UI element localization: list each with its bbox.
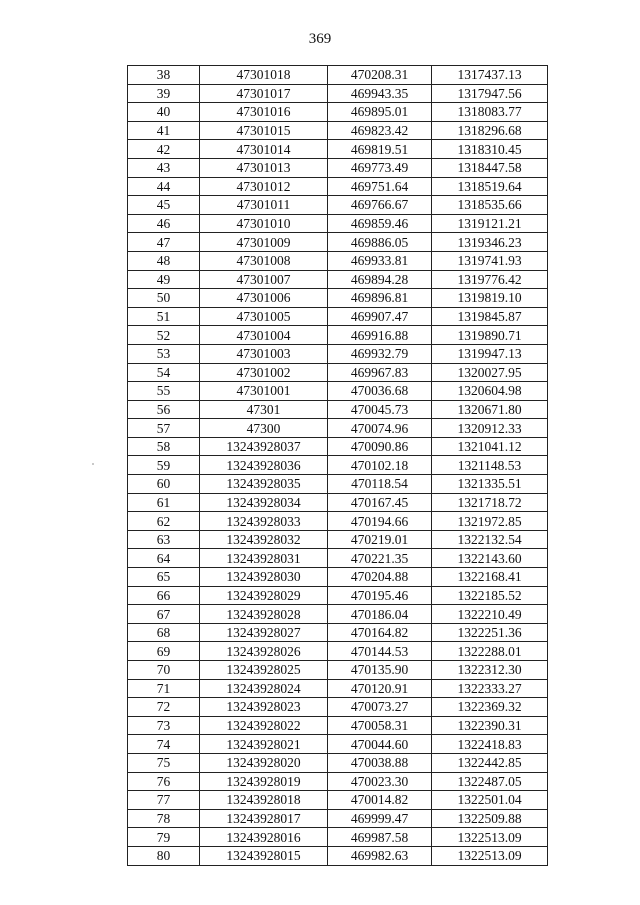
x-coordinate-cell: 470074.96 bbox=[328, 419, 432, 438]
point-number-cell: 72 bbox=[128, 698, 200, 717]
point-number-cell: 63 bbox=[128, 530, 200, 549]
table-row bbox=[128, 679, 548, 698]
table-row bbox=[128, 66, 548, 85]
point-number-cell: 41 bbox=[128, 121, 200, 140]
point-number-cell: 52 bbox=[128, 326, 200, 345]
y-coordinate-cell: 1322501.04 bbox=[432, 791, 548, 810]
point-id-cell: 13243928029 bbox=[200, 586, 328, 605]
y-coordinate-cell: 1319741.93 bbox=[432, 251, 548, 270]
point-id-cell: 47301 bbox=[200, 400, 328, 419]
table-row bbox=[128, 307, 548, 326]
point-id-cell: 13243928033 bbox=[200, 512, 328, 531]
x-coordinate-cell: 470144.53 bbox=[328, 642, 432, 661]
y-coordinate-cell: 1322185.52 bbox=[432, 586, 548, 605]
x-coordinate-cell: 469916.88 bbox=[328, 326, 432, 345]
y-coordinate-cell: 1319845.87 bbox=[432, 307, 548, 326]
x-coordinate-cell: 470023.30 bbox=[328, 772, 432, 791]
x-coordinate-cell: 470090.86 bbox=[328, 437, 432, 456]
x-coordinate-cell: 469895.01 bbox=[328, 103, 432, 122]
table-row bbox=[128, 84, 548, 103]
point-id-cell: 47301006 bbox=[200, 289, 328, 308]
point-id-cell: 13243928015 bbox=[200, 846, 328, 865]
table-row bbox=[128, 549, 548, 568]
point-id-cell: 47301004 bbox=[200, 326, 328, 345]
y-coordinate-cell: 1319947.13 bbox=[432, 344, 548, 363]
y-coordinate-cell: 1320604.98 bbox=[432, 382, 548, 401]
table-row bbox=[128, 214, 548, 233]
x-coordinate-cell: 469982.63 bbox=[328, 846, 432, 865]
x-coordinate-cell: 470204.88 bbox=[328, 568, 432, 587]
point-number-cell: 73 bbox=[128, 716, 200, 735]
y-coordinate-cell: 1318083.77 bbox=[432, 103, 548, 122]
y-coordinate-cell: 1321148.53 bbox=[432, 456, 548, 475]
point-id-cell: 47300 bbox=[200, 419, 328, 438]
y-coordinate-cell: 1319776.42 bbox=[432, 270, 548, 289]
point-number-cell: 54 bbox=[128, 363, 200, 382]
table-row bbox=[128, 158, 548, 177]
point-number-cell: 71 bbox=[128, 679, 200, 698]
point-id-cell: 13243928036 bbox=[200, 456, 328, 475]
y-coordinate-cell: 1322143.60 bbox=[432, 549, 548, 568]
point-number-cell: 57 bbox=[128, 419, 200, 438]
x-coordinate-cell: 470221.35 bbox=[328, 549, 432, 568]
y-coordinate-cell: 1322509.88 bbox=[432, 809, 548, 828]
y-coordinate-cell: 1321718.72 bbox=[432, 493, 548, 512]
y-coordinate-cell: 1317947.56 bbox=[432, 84, 548, 103]
table-row bbox=[128, 419, 548, 438]
table-row bbox=[128, 233, 548, 252]
table-row bbox=[128, 605, 548, 624]
x-coordinate-cell: 469766.67 bbox=[328, 196, 432, 215]
table-row bbox=[128, 400, 548, 419]
point-number-cell: 70 bbox=[128, 661, 200, 680]
point-number-cell: 69 bbox=[128, 642, 200, 661]
y-coordinate-cell: 1321335.51 bbox=[432, 475, 548, 494]
table-row bbox=[128, 716, 548, 735]
point-number-cell: 61 bbox=[128, 493, 200, 512]
table-row bbox=[128, 568, 548, 587]
x-coordinate-cell: 469751.64 bbox=[328, 177, 432, 196]
table-row bbox=[128, 475, 548, 494]
point-number-cell: 67 bbox=[128, 605, 200, 624]
y-coordinate-cell: 1321041.12 bbox=[432, 437, 548, 456]
x-coordinate-cell: 469859.46 bbox=[328, 214, 432, 233]
table-row bbox=[128, 437, 548, 456]
coordinates-table-body bbox=[128, 66, 548, 866]
x-coordinate-cell: 469894.28 bbox=[328, 270, 432, 289]
table-row bbox=[128, 289, 548, 308]
x-coordinate-cell: 469933.81 bbox=[328, 251, 432, 270]
point-id-cell: 47301008 bbox=[200, 251, 328, 270]
point-number-cell: 58 bbox=[128, 437, 200, 456]
point-number-cell: 62 bbox=[128, 512, 200, 531]
point-number-cell: 78 bbox=[128, 809, 200, 828]
point-id-cell: 47301007 bbox=[200, 270, 328, 289]
point-number-cell: 76 bbox=[128, 772, 200, 791]
point-id-cell: 47301014 bbox=[200, 140, 328, 159]
point-id-cell: 13243928027 bbox=[200, 623, 328, 642]
y-coordinate-cell: 1322210.49 bbox=[432, 605, 548, 624]
point-id-cell: 13243928024 bbox=[200, 679, 328, 698]
point-number-cell: 74 bbox=[128, 735, 200, 754]
x-coordinate-cell: 470118.54 bbox=[328, 475, 432, 494]
point-number-cell: 56 bbox=[128, 400, 200, 419]
point-id-cell: 13243928018 bbox=[200, 791, 328, 810]
y-coordinate-cell: 1318519.64 bbox=[432, 177, 548, 196]
x-coordinate-cell: 469896.81 bbox=[328, 289, 432, 308]
x-coordinate-cell: 470014.82 bbox=[328, 791, 432, 810]
point-id-cell: 47301018 bbox=[200, 66, 328, 85]
point-id-cell: 13243928032 bbox=[200, 530, 328, 549]
table-row bbox=[128, 846, 548, 865]
table-row bbox=[128, 456, 548, 475]
point-id-cell: 47301017 bbox=[200, 84, 328, 103]
y-coordinate-cell: 1318535.66 bbox=[432, 196, 548, 215]
table-row bbox=[128, 661, 548, 680]
coordinates-table bbox=[127, 65, 548, 866]
y-coordinate-cell: 1320912.33 bbox=[432, 419, 548, 438]
x-coordinate-cell: 470186.04 bbox=[328, 605, 432, 624]
point-number-cell: 64 bbox=[128, 549, 200, 568]
point-id-cell: 47301016 bbox=[200, 103, 328, 122]
table-row bbox=[128, 121, 548, 140]
point-number-cell: 59 bbox=[128, 456, 200, 475]
point-number-cell: 46 bbox=[128, 214, 200, 233]
x-coordinate-cell: 469819.51 bbox=[328, 140, 432, 159]
x-coordinate-cell: 470036.68 bbox=[328, 382, 432, 401]
y-coordinate-cell: 1318447.58 bbox=[432, 158, 548, 177]
point-number-cell: 51 bbox=[128, 307, 200, 326]
point-id-cell: 13243928026 bbox=[200, 642, 328, 661]
y-coordinate-cell: 1320671.80 bbox=[432, 400, 548, 419]
point-number-cell: 50 bbox=[128, 289, 200, 308]
x-coordinate-cell: 469907.47 bbox=[328, 307, 432, 326]
table-row bbox=[128, 326, 548, 345]
x-coordinate-cell: 469987.58 bbox=[328, 828, 432, 847]
point-id-cell: 47301005 bbox=[200, 307, 328, 326]
point-number-cell: 39 bbox=[128, 84, 200, 103]
point-id-cell: 47301015 bbox=[200, 121, 328, 140]
x-coordinate-cell: 470044.60 bbox=[328, 735, 432, 754]
table-row bbox=[128, 828, 548, 847]
y-coordinate-cell: 1322418.83 bbox=[432, 735, 548, 754]
point-id-cell: 13243928037 bbox=[200, 437, 328, 456]
point-number-cell: 68 bbox=[128, 623, 200, 642]
x-coordinate-cell: 470045.73 bbox=[328, 400, 432, 419]
y-coordinate-cell: 1322369.32 bbox=[432, 698, 548, 717]
point-id-cell: 47301012 bbox=[200, 177, 328, 196]
table-row bbox=[128, 809, 548, 828]
point-number-cell: 60 bbox=[128, 475, 200, 494]
y-coordinate-cell: 1322333.27 bbox=[432, 679, 548, 698]
x-coordinate-cell: 469823.42 bbox=[328, 121, 432, 140]
y-coordinate-cell: 1319890.71 bbox=[432, 326, 548, 345]
table-row bbox=[128, 735, 548, 754]
y-coordinate-cell: 1319121.21 bbox=[432, 214, 548, 233]
page-number: 369 bbox=[308, 31, 332, 47]
y-coordinate-cell: 1321972.85 bbox=[432, 512, 548, 531]
x-coordinate-cell: 469932.79 bbox=[328, 344, 432, 363]
table-row bbox=[128, 270, 548, 289]
x-coordinate-cell: 469943.35 bbox=[328, 84, 432, 103]
point-number-cell: 53 bbox=[128, 344, 200, 363]
y-coordinate-cell: 1322168.41 bbox=[432, 568, 548, 587]
point-id-cell: 47301001 bbox=[200, 382, 328, 401]
x-coordinate-cell: 470120.91 bbox=[328, 679, 432, 698]
point-number-cell: 66 bbox=[128, 586, 200, 605]
y-coordinate-cell: 1322487.05 bbox=[432, 772, 548, 791]
table-row bbox=[128, 512, 548, 531]
point-id-cell: 13243928035 bbox=[200, 475, 328, 494]
point-number-cell: 49 bbox=[128, 270, 200, 289]
table-row bbox=[128, 140, 548, 159]
y-coordinate-cell: 1319346.23 bbox=[432, 233, 548, 252]
y-coordinate-cell: 1322513.09 bbox=[432, 828, 548, 847]
y-coordinate-cell: 1319819.10 bbox=[432, 289, 548, 308]
y-coordinate-cell: 1320027.95 bbox=[432, 363, 548, 382]
y-coordinate-cell: 1317437.13 bbox=[432, 66, 548, 85]
table-row bbox=[128, 196, 548, 215]
y-coordinate-cell: 1322312.30 bbox=[432, 661, 548, 680]
point-number-cell: 79 bbox=[128, 828, 200, 847]
point-id-cell: 13243928031 bbox=[200, 549, 328, 568]
point-number-cell: 40 bbox=[128, 103, 200, 122]
margin-speck bbox=[92, 463, 94, 465]
point-id-cell: 13243928017 bbox=[200, 809, 328, 828]
point-id-cell: 47301010 bbox=[200, 214, 328, 233]
x-coordinate-cell: 470195.46 bbox=[328, 586, 432, 605]
point-id-cell: 13243928028 bbox=[200, 605, 328, 624]
point-number-cell: 48 bbox=[128, 251, 200, 270]
point-number-cell: 65 bbox=[128, 568, 200, 587]
x-coordinate-cell: 470219.01 bbox=[328, 530, 432, 549]
table-row bbox=[128, 363, 548, 382]
point-id-cell: 13243928019 bbox=[200, 772, 328, 791]
point-id-cell: 47301009 bbox=[200, 233, 328, 252]
y-coordinate-cell: 1322288.01 bbox=[432, 642, 548, 661]
table-row bbox=[128, 586, 548, 605]
point-id-cell: 13243928022 bbox=[200, 716, 328, 735]
y-coordinate-cell: 1322132.54 bbox=[432, 530, 548, 549]
table-row bbox=[128, 382, 548, 401]
point-number-cell: 45 bbox=[128, 196, 200, 215]
table-row bbox=[128, 698, 548, 717]
point-id-cell: 47301011 bbox=[200, 196, 328, 215]
table-row bbox=[128, 772, 548, 791]
table-row bbox=[128, 791, 548, 810]
table-row bbox=[128, 251, 548, 270]
y-coordinate-cell: 1318310.45 bbox=[432, 140, 548, 159]
x-coordinate-cell: 470073.27 bbox=[328, 698, 432, 717]
point-id-cell: 13243928034 bbox=[200, 493, 328, 512]
table-row bbox=[128, 530, 548, 549]
table-row bbox=[128, 103, 548, 122]
table-row bbox=[128, 753, 548, 772]
point-id-cell: 13243928023 bbox=[200, 698, 328, 717]
table-row bbox=[128, 642, 548, 661]
point-id-cell: 47301002 bbox=[200, 363, 328, 382]
table-row bbox=[128, 623, 548, 642]
x-coordinate-cell: 470038.88 bbox=[328, 753, 432, 772]
x-coordinate-cell: 470102.18 bbox=[328, 456, 432, 475]
point-id-cell: 47301013 bbox=[200, 158, 328, 177]
x-coordinate-cell: 470167.45 bbox=[328, 493, 432, 512]
point-number-cell: 43 bbox=[128, 158, 200, 177]
x-coordinate-cell: 470135.90 bbox=[328, 661, 432, 680]
x-coordinate-cell: 470208.31 bbox=[328, 66, 432, 85]
y-coordinate-cell: 1318296.68 bbox=[432, 121, 548, 140]
table-row bbox=[128, 344, 548, 363]
x-coordinate-cell: 470194.66 bbox=[328, 512, 432, 531]
point-id-cell: 13243928021 bbox=[200, 735, 328, 754]
point-number-cell: 55 bbox=[128, 382, 200, 401]
table-row bbox=[128, 177, 548, 196]
point-number-cell: 77 bbox=[128, 791, 200, 810]
point-number-cell: 42 bbox=[128, 140, 200, 159]
y-coordinate-cell: 1322251.36 bbox=[432, 623, 548, 642]
x-coordinate-cell: 470164.82 bbox=[328, 623, 432, 642]
y-coordinate-cell: 1322513.09 bbox=[432, 846, 548, 865]
x-coordinate-cell: 470058.31 bbox=[328, 716, 432, 735]
table-row bbox=[128, 493, 548, 512]
point-number-cell: 75 bbox=[128, 753, 200, 772]
x-coordinate-cell: 469967.83 bbox=[328, 363, 432, 382]
point-number-cell: 80 bbox=[128, 846, 200, 865]
y-coordinate-cell: 1322442.85 bbox=[432, 753, 548, 772]
point-number-cell: 38 bbox=[128, 66, 200, 85]
point-number-cell: 44 bbox=[128, 177, 200, 196]
point-id-cell: 13243928020 bbox=[200, 753, 328, 772]
point-id-cell: 13243928025 bbox=[200, 661, 328, 680]
y-coordinate-cell: 1322390.31 bbox=[432, 716, 548, 735]
x-coordinate-cell: 469773.49 bbox=[328, 158, 432, 177]
point-id-cell: 13243928030 bbox=[200, 568, 328, 587]
x-coordinate-cell: 469886.05 bbox=[328, 233, 432, 252]
point-id-cell: 13243928016 bbox=[200, 828, 328, 847]
x-coordinate-cell: 469999.47 bbox=[328, 809, 432, 828]
point-number-cell: 47 bbox=[128, 233, 200, 252]
point-id-cell: 47301003 bbox=[200, 344, 328, 363]
